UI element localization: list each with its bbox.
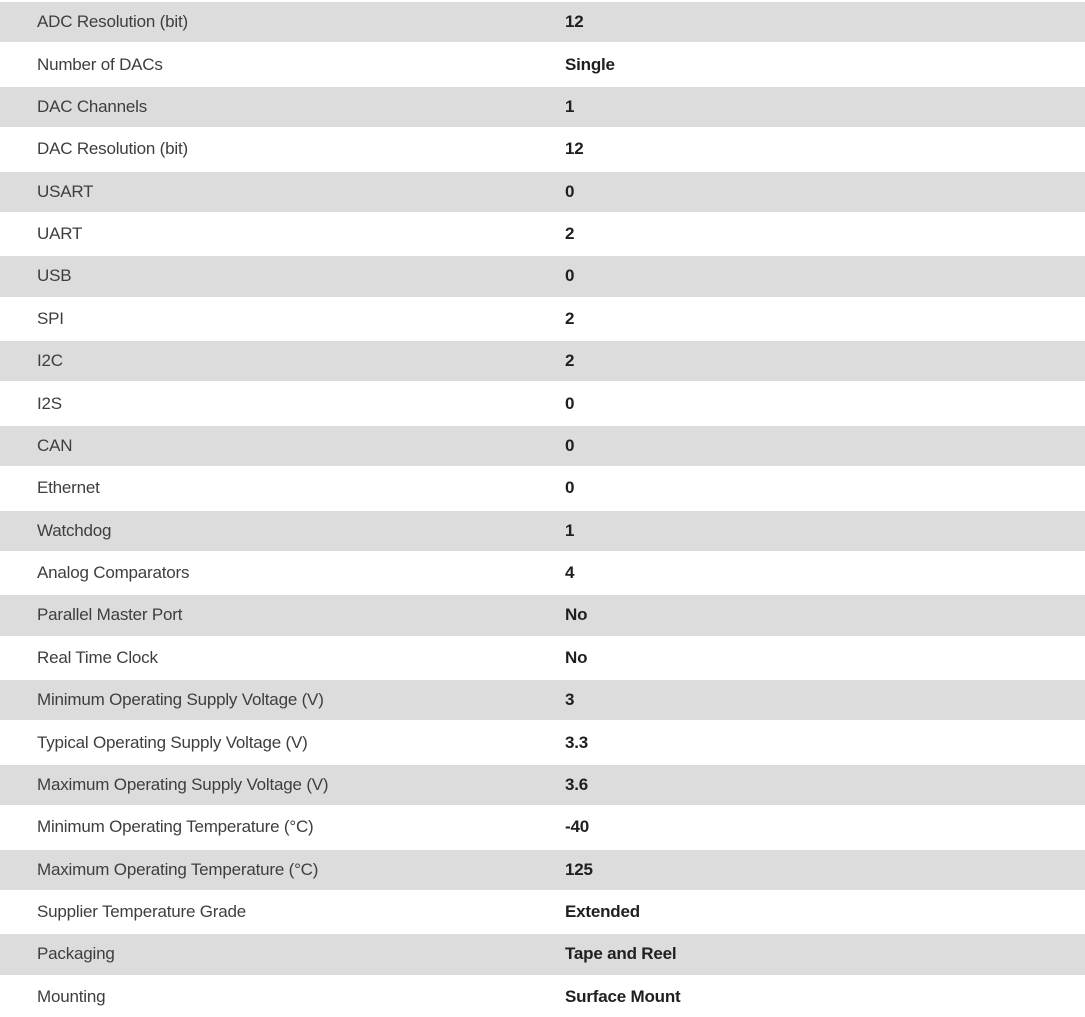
spec-label: Watchdog xyxy=(37,520,112,540)
table-row xyxy=(0,466,1085,508)
table-row xyxy=(0,212,1085,254)
spec-label: Real Time Clock xyxy=(37,647,158,667)
spec-label: Mounting xyxy=(37,986,106,1006)
spec-label: Maximum Operating Supply Voltage (V) xyxy=(37,774,329,794)
spec-value: 3.3 xyxy=(565,732,589,752)
table-row xyxy=(0,297,1085,339)
spec-value: 0 xyxy=(565,266,575,286)
table-row xyxy=(0,85,1085,127)
table-row xyxy=(0,975,1085,1017)
spec-value: 2 xyxy=(565,351,575,371)
spec-value: Surface Mount xyxy=(565,986,681,1006)
table-row xyxy=(0,636,1085,678)
spec-label: Typical Operating Supply Voltage (V) xyxy=(37,732,308,752)
table-row xyxy=(0,381,1085,423)
spec-value: 12 xyxy=(565,12,584,32)
spec-value: Single xyxy=(565,54,615,74)
table-row xyxy=(0,932,1085,974)
spec-value: 2 xyxy=(565,308,575,328)
table-row xyxy=(0,890,1085,932)
spec-value: 0 xyxy=(565,393,575,413)
table-row xyxy=(0,848,1085,890)
table-row xyxy=(0,551,1085,593)
spec-label: USB xyxy=(37,266,72,286)
spec-value: 2 xyxy=(565,224,575,244)
spec-value: 0 xyxy=(565,435,575,455)
table-row xyxy=(0,593,1085,635)
spec-value: Extended xyxy=(565,902,640,922)
spec-value: 0 xyxy=(565,478,575,498)
spec-value: No xyxy=(565,647,588,667)
table-row xyxy=(0,127,1085,169)
table-row xyxy=(0,0,1085,42)
table-row xyxy=(0,170,1085,212)
table-row xyxy=(0,42,1085,84)
spec-value: -40 xyxy=(565,817,589,837)
spec-label: UART xyxy=(37,224,83,244)
spec-label: SPI xyxy=(37,308,64,328)
table-row xyxy=(0,424,1085,466)
spec-label: Minimum Operating Temperature (°C) xyxy=(37,817,314,837)
spec-value: 4 xyxy=(565,563,575,583)
spec-label: Number of DACs xyxy=(37,54,163,74)
table-row xyxy=(0,339,1085,381)
spec-label: Minimum Operating Supply Voltage (V) xyxy=(37,690,324,710)
table-row xyxy=(0,805,1085,847)
table-row xyxy=(0,763,1085,805)
table-row xyxy=(0,720,1085,762)
spec-label: I2S xyxy=(37,393,62,413)
spec-value: 1 xyxy=(565,96,575,116)
spec-label: DAC Channels xyxy=(37,96,148,116)
table-row xyxy=(0,678,1085,720)
spec-label: DAC Resolution (bit) xyxy=(37,139,188,159)
spec-label: CAN xyxy=(37,435,73,455)
table-row xyxy=(0,509,1085,551)
spec-label: ADC Resolution (bit) xyxy=(37,12,188,32)
spec-value: 3.6 xyxy=(565,774,589,794)
spec-label: Analog Comparators xyxy=(37,563,190,583)
spec-label: Parallel Master Port xyxy=(37,605,183,625)
table-row xyxy=(0,254,1085,296)
spec-label: USART xyxy=(37,181,94,201)
spec-label: Packaging xyxy=(37,944,115,964)
spec-label: I2C xyxy=(37,351,63,371)
spec-value: 3 xyxy=(565,690,575,710)
spec-label: Maximum Operating Temperature (°C) xyxy=(37,859,319,879)
spec-value: 1 xyxy=(565,520,575,540)
spec-label: Ethernet xyxy=(37,478,100,498)
spec-value: No xyxy=(565,605,588,625)
spec-value: 12 xyxy=(565,139,584,159)
spec-label: Supplier Temperature Grade xyxy=(37,902,246,922)
spec-value: 125 xyxy=(565,859,593,879)
spec-value: 0 xyxy=(565,181,575,201)
spec-value: Tape and Reel xyxy=(565,944,677,964)
